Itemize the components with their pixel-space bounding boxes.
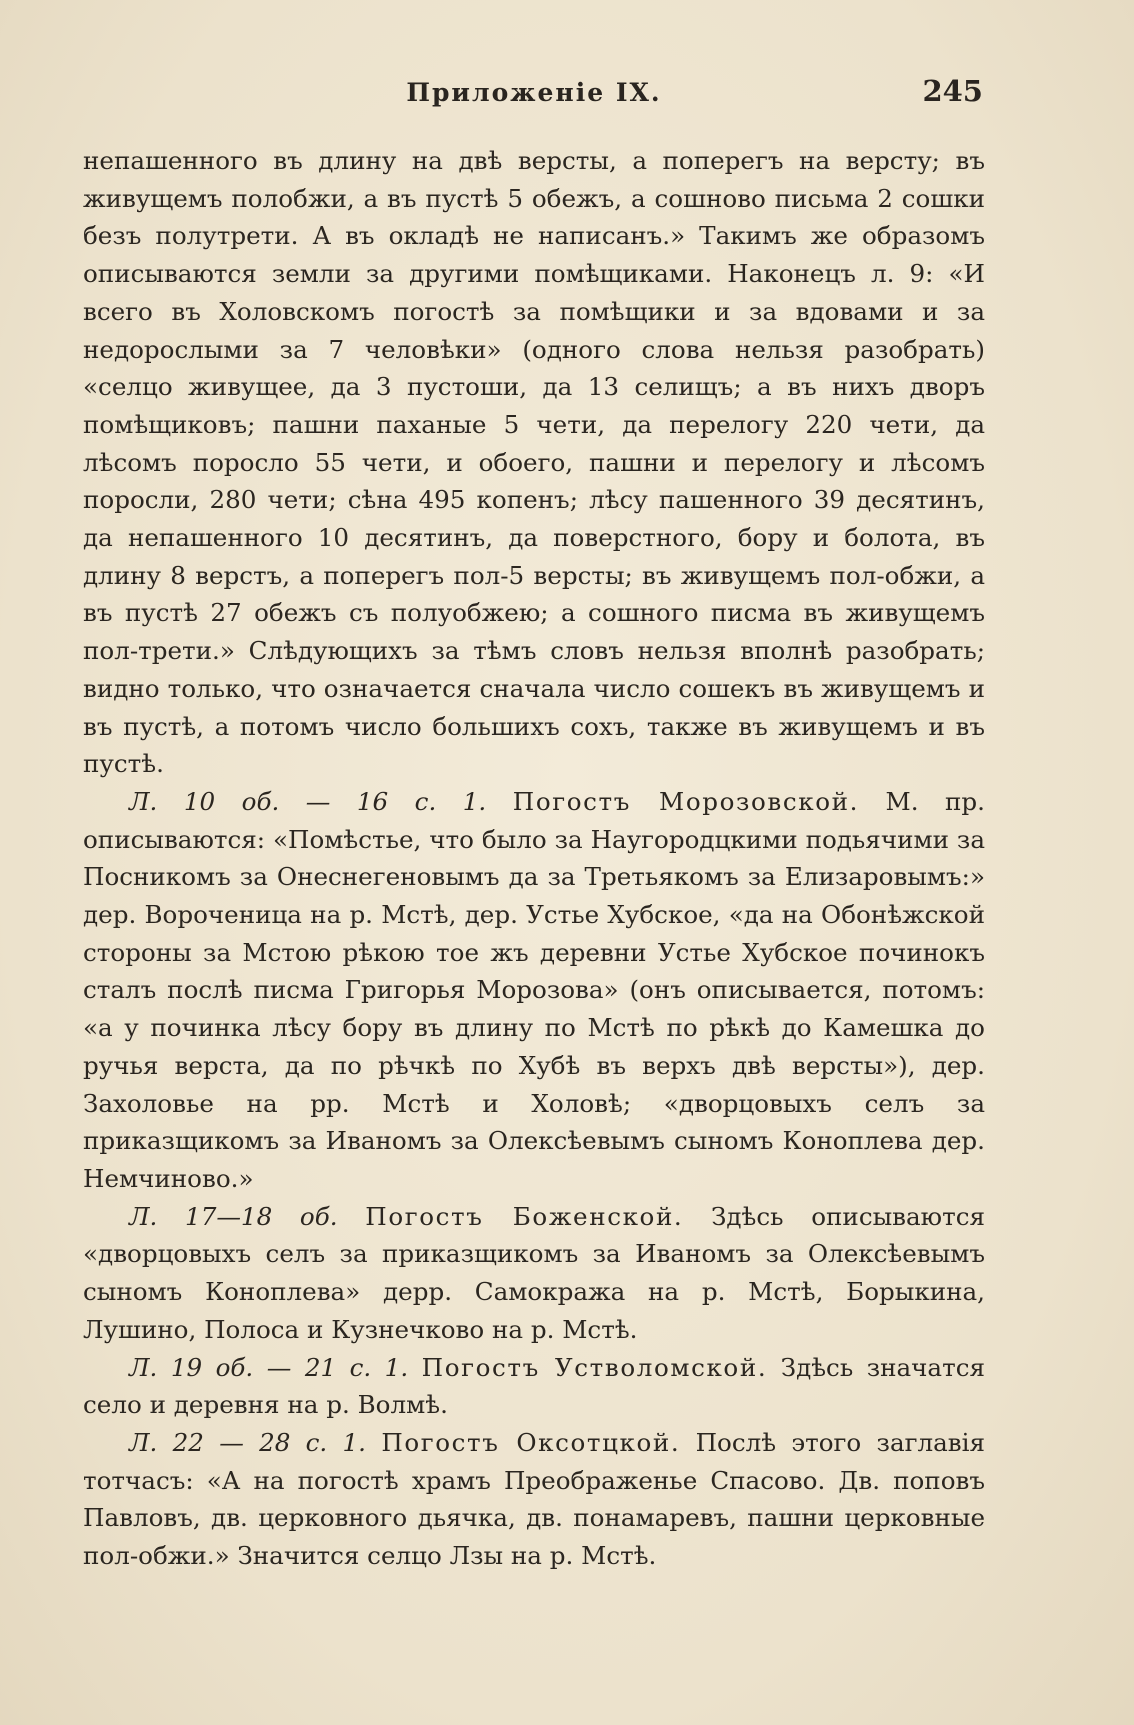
folio-reference: Л. 17—18 об. xyxy=(129,1201,338,1231)
pogost-heading: Погостъ Боженской. xyxy=(365,1201,684,1231)
paragraph-1 xyxy=(83,142,985,783)
paragraph-text: Здѣсь значатся село и деревня на р. Волмѣ. xyxy=(83,1352,985,1420)
running-header xyxy=(85,74,983,118)
folio-reference: Л. 19 об. — 21 с. 1. xyxy=(129,1352,409,1382)
folio-reference: Л. 10 об. — 16 с. 1. xyxy=(129,786,487,816)
folio-reference: Л. 22 — 28 с. 1. xyxy=(129,1427,367,1457)
paragraph-text: Здѣсь описываются «дворцовыхъ селъ за приказщикомъ за Иваномъ за Олексѣевымъ сыномъ Коноплева» дерр. Самокража на р. Мстѣ, Борыкина, Лушино, Полоса и Кузнечково на р. Мстѣ. xyxy=(83,1201,985,1344)
paragraph-4 xyxy=(83,1349,985,1424)
header-title: Приложеніе IX. xyxy=(406,78,662,107)
body-text xyxy=(83,142,985,1575)
paragraph-5 xyxy=(83,1424,985,1575)
page-number: 245 xyxy=(922,74,983,108)
paragraph-text: Послѣ этого заглавія тотчасъ: «А на погостѣ храмъ Преображенье Спасово. Дв. поповъ Павловъ, дв. церковного дьячка, дв. понамаревъ, пашни церковные пол-обжи.» Значится селцо Лзы на р. Мстѣ. xyxy=(83,1427,985,1571)
paragraph-2 xyxy=(83,783,985,1198)
paragraph-text: М. пр. описываются: «Помѣстье, что было за Наугородцкими подьячими за Посникомъ за Онеснегеновымъ да за Третьякомъ за Елизаровымъ:» дер. Вороченица на р. Мстѣ, дер. Устье Хубское, «да на Обонѣжской стороны за Мстою рѣкою тое жъ деревни Устье Хубское починокъ сталъ послѣ писма Григорья Морозова» (онъ описывается, потомъ: «а у починка лѣсу бору въ длину по Мстѣ по рѣкѣ до Камешка до ручья верста, да по рѣчкѣ по Хубѣ въ верхъ двѣ версты»), дер. Захоловье на рр. Мстѣ и Холовѣ; «дворцовыхъ селъ за приказщикомъ за Иваномъ за Олексѣевымъ сыномъ Коноплева дер. Немчиново.» xyxy=(83,786,985,1193)
pogost-heading: Погостъ Оксотцкой. xyxy=(381,1427,681,1457)
pogost-heading: Погостъ Морозовской. xyxy=(512,786,860,816)
paragraph-text: непашенного въ длину на двѣ версты, а поперегъ на версту; въ живущемъ полобжи, а въ пустѣ 5 обежъ, а сошново письма 2 сошки безъ полутрети. А въ окладѣ не написанъ.» Такимъ же образомъ описываются земли за другими помѣщиками. Наконецъ л. 9: «И всего въ Холовскомъ погостѣ за помѣщики и за вдовами и за недорослыми за 7 человѣки» (одного слова нельзя разобрать) «селцо живущее, да 3 пустоши, да 13 селищъ; а въ нихъ дворъ помѣщиковъ; пашни паханые 5 чети, да перелогу 220 чети, да лѣсомъ поросло 55 чети, и обоего, пашни и перелогу и лѣсомъ поросли, 280 чети; сѣна 495 копенъ; лѣсу пашенного 39 десятинъ, да непашенного 10 десятинъ, да поверстного, бору и болота, въ длину 8 верстъ, а поперегъ пол-5 версты; въ живущемъ пол-обжи, а въ пустѣ 27 обежъ съ полуобжею; а сошного писма въ живущемъ пол-трети.» Слѣдующихъ за тѣмъ словъ нельзя вполнѣ разобрать; видно только, что означается сначала число сошекъ въ живущемъ и въ пустѣ, а потомъ число большихъ сохъ, также въ живущемъ и въ пустѣ. xyxy=(83,146,985,779)
paragraph-3 xyxy=(83,1198,985,1349)
pogost-heading: Погостъ Устволомской. xyxy=(421,1352,768,1382)
